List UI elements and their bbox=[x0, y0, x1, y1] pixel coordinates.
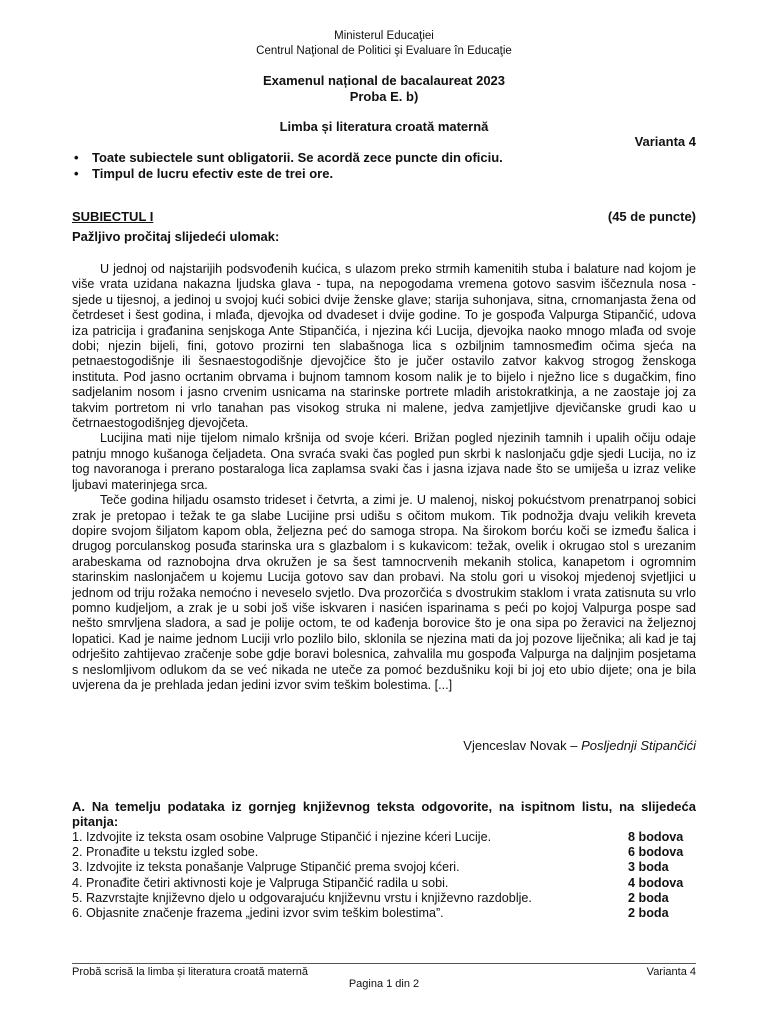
exam-title: Examenul național de bacalaureat 2023 bbox=[262, 73, 506, 88]
rules-list bbox=[72, 150, 503, 182]
question-text: 5. Razvrstajte književno djelo u odgovarajuću književnu vrstu i književno razdoblje. bbox=[72, 890, 532, 905]
passage-paragraph: U jednoj od najstarijih podsvođenih kućica, s ulazom preko strmih kamenitih stuba i balature nad kojom je više vrata uzidana nakazna ljudska glava - tupa, na nepogodama vremena gotovo sasvim iščeznula nosa - sjede u tijesnoj, a jedinoj u svojoj kući sobici dvije ženske glave; starija suhonjava, sitna, crnomanjasta žena od četrdeset i šest godina, i mlađa, djevojka od dvadeset i dvije godine. To je gospođa Valpurga Stipančić, udova iza patricija i građanina senjskoga Ante Stipančića, i njezina kći Lucija, djevojka naoko mnogo mlađa od svoje dobi; njezin bijeli, fini, gotovo prozirni ten slabašnoga lica s ozbiljnim tamnosmeđim očima sjeća na petnaestogodišnje ili šesnaestogodišnje djevojčice što je jučer ostavilo zatvor kakvog strogog ženskoga instituta. Pod jasno ocrtanim obrvama i bujnom tamnom kosom nalik je to bijelo i nježno lice s dugačkim, fino sadjelanim nosom i jasno crvenim usnicama na starinske portrete mladih aristokratkinja, a ne zaostaje joj za takvim portretom ni vrlo tanahan pas visokog struka ni malene, jedva zamjetljive djevičanske grudi kao u četrnaestogodišnjeg djevojčeta. bbox=[72, 262, 696, 431]
ministry-name: Ministerul Educaţiei bbox=[334, 30, 434, 42]
work-title: Posljednji Stipančići bbox=[581, 738, 696, 753]
question-points: 2 boda bbox=[628, 890, 669, 905]
passage-paragraph: Lucijina mati nije tijelom nimalo kršnija od svoje kćeri. Brižan pogled njezinih tamnih i upalih očiju odaje patnju mnogo kušanoga čeljadeta. Ona svraća svaki čas pogled pun skrbi k naslonjaču gdje sjedi Lucija, no iz tog navoranoga i prerano postaraloga lica zaplamsa svaki čas i jasna izjava nade što se umiješa u izraz velike ljubavi materinjega srca. bbox=[72, 431, 696, 492]
question-item bbox=[72, 830, 696, 845]
section-header bbox=[72, 209, 696, 225]
section-title: SUBIECTUL I bbox=[72, 209, 154, 224]
question-text: 6. Objasnite značenje frazema „jedini izvor svim teškim bolestima”. bbox=[72, 905, 444, 920]
subject-title: Limba și literatura croată maternă bbox=[279, 119, 489, 134]
questions-list bbox=[72, 830, 696, 921]
question-item bbox=[72, 860, 696, 875]
rule-item: • Timpul de lucru efectiv este de trei ore. bbox=[72, 166, 503, 182]
rule-item: • Toate subiectele sunt obligatorii. Se acordă zece puncte din oficiu. bbox=[72, 150, 503, 166]
question-text: 4. Pronađite četiri aktivnosti koje je Valpruga Stipančić radila u sobi. bbox=[72, 875, 449, 890]
variant-label: Varianta 4 bbox=[634, 134, 696, 149]
footer-subject: Probă scrisă la limba și literatura croată maternă bbox=[72, 966, 308, 978]
questions-intro: A. Na temelju podataka iz gornjeg književnog teksta odgovorite, na ispitnom listu, na slijedeća pitanja: bbox=[72, 799, 696, 829]
question-text: 2. Pronađite u tekstu izgled sobe. bbox=[72, 845, 259, 860]
question-points: 6 bodova bbox=[628, 845, 684, 860]
page-footer bbox=[72, 965, 696, 990]
exam-proba: Proba E. b) bbox=[349, 89, 419, 104]
page-number: Pagina 1 din 2 bbox=[348, 978, 420, 990]
question-text: 3. Izdvojite iz teksta ponašanje Valpruge Stipančić prema svojoj kćeri. bbox=[72, 860, 460, 875]
question-points: 3 boda bbox=[628, 860, 669, 875]
attribution-dash: – bbox=[570, 738, 578, 753]
page-header bbox=[72, 29, 696, 59]
author-name: Vjenceslav Novak bbox=[463, 738, 567, 753]
question-points: 4 bodova bbox=[628, 875, 684, 890]
question-item bbox=[72, 845, 696, 860]
question-item bbox=[72, 876, 696, 891]
footer-divider bbox=[72, 963, 696, 964]
question-text: 1. Izdvojite iz teksta osam osobine Valpruge Stipančić i njezine kćeri Lucije. bbox=[72, 830, 492, 844]
exam-title-block bbox=[72, 73, 696, 105]
passage-paragraph: Teče godina hiljadu osamsto trideset i četvrta, a zimi je. U malenoj, niskoj pokućstvom prenatrpanoj sobici zrak je pretopao i težak te ga slabe Lucijine prsi udišu s očitom mukom. Tik podnožja dvaju velikih kreveta dopire svojom šiljatom kapom obla, željezna peć do samoga stropa. Na širokom borću koči se između šalica i drugog porculanskog posuđa starinska ura s glazbalom i s kukavicom: težak, ovelik i okrugao stol s urezanim arabeskama od raznobojna drva okružen je sa šest tamnocrvenih mekanih stolica, kanapetom i ogromnim starinskim naslonjačem u kojemu Lucija gotovo sav dan probavi. Na stolu gori u visokoj mjedenoj svjetljici u jednom od triju rožaka nemoćno i neveselo svjetlo. Dva prozorčića s dvostrukim staklom i vrata zatisnuta su vrlo pomno kudjeljom, a zrak je u sobi još više iskvaren i nasićen isparinama s peći po kojoj Valpurga pospe sad nešto smrvljena sladora, a sad je polije octom, te od kađenja borovice što je ona sipa po žeravici na željeznoj lopatici. Kad je naime jednom Luciji vrlo pozlilo bilo, sklonila se njezina mati da joj pozove liječnika; ali kad je taj odrješito zahtijevao zračenje sobe gdje boravi bolesnica, zahvalila mu gospođa Valpurga na daljnjim posjetama s neslomljivom odlukom da se već nikada ne uteče za pomoć bezdušniku koji bi joj eto ubio dijete; ona je bila uvjerena da je prehlada jedan jedini izvor svim teškim bolestima. [...] bbox=[72, 493, 696, 692]
question-points: 2 boda bbox=[628, 905, 669, 920]
footer-variant: Varianta 4 bbox=[646, 966, 696, 978]
question-item bbox=[72, 891, 696, 906]
reading-instruction: Pažljivo pročitaj slijedeći ulomak: bbox=[72, 229, 280, 244]
literary-passage bbox=[72, 262, 696, 693]
question-item bbox=[72, 906, 696, 921]
center-name: Centrul Naţional de Politici şi Evaluare în Educaţie bbox=[256, 45, 512, 57]
attribution bbox=[463, 738, 696, 753]
section-points: (45 de puncte) bbox=[607, 209, 696, 224]
question-points: 8 bodova bbox=[628, 830, 684, 844]
